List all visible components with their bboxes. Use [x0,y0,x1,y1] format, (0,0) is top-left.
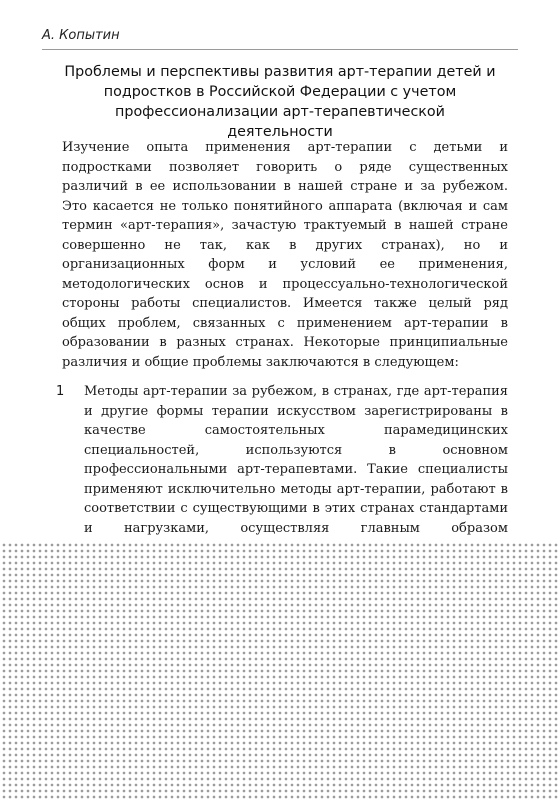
list-item-text: Методы арт-терапии за рубежом, в странах, где арт-терапия и другие формы терапии искусством зарегистрированы в качестве самостоятельных парамедицинских специальностей, используются в основном профессиональными арт-терапевтами. Такие специалисты применяют исключительно методы арт-терапии, работают в соответствии с существующими в этих странах стандартами и нагрузками, осуществляя главным образом [84,384,508,536]
running-header [42,24,518,50]
intro-paragraph: Изучение опыта применения арт-терапии с детьми и подростками позволяет говорить о ряде существенных различий в ее использовании в нашей стране и за рубежом. Это касается не только понятийного аппарата (включая и сам термин «арт-терапия», зачастую трактуемый в нашей стране совершенно не так, как в других странах), но и организационных форм и условий ее применения, методологических основ и процессуально-технологической стороны работы специалистов. Имеется также целый ряд общих проблем, связанных с применением арт-терапии в образовании в разных странах. Некоторые принципиальные различия и общие проблемы заключаются в следующем: [62,140,508,370]
section-title: Проблемы и перспективы развития арт-терапии детей и подростков в Российской Федерации с учетом профессионализации арт-терапевтической деятельности [64,64,496,140]
list-item-number: 1 [56,384,65,399]
author-name: А. Копытин [42,28,120,43]
dotted-overlay [0,541,560,800]
